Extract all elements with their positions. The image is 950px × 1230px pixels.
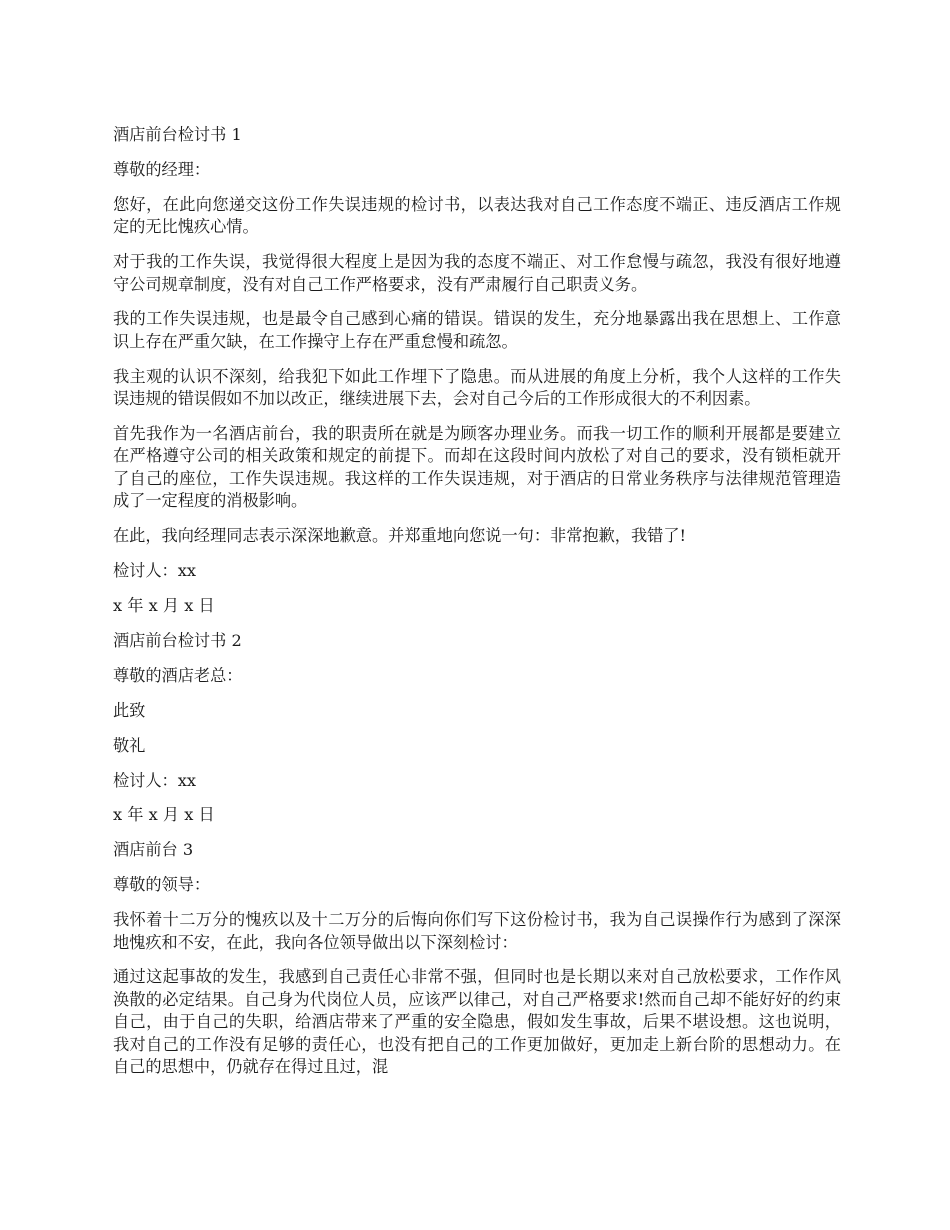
closing-line: 此致	[113, 700, 146, 720]
salutation-2: 尊敬的酒店老总：	[113, 665, 243, 685]
section-title-2: 酒店前台检讨书 2	[113, 630, 242, 650]
body-paragraph: 对于我的工作失误，我觉得很大程度上是因为我的态度不端正、对工作怠慢与疏忽，我没有很好地遵守公司规章制度，没有对自己工作严格要求，没有严肃履行自己职责义务。	[113, 252, 841, 294]
salutation-1: 尊敬的经理：	[113, 159, 211, 179]
body-paragraph: 首先我作为一名酒店前台，我的职责所在就是为顾客办理业务。而我一切工作的顺利开展都是要建立在严格遵守公司的相关政策和规定的前提下。而却在这段时间内放松了对自己的要求，没有锁柜就开了自己的座位，工作失误违规。我这样的工作失误违规，对于酒店的日常业务秩序与法律规范管理造成了一定程度的消极影响。	[113, 424, 841, 511]
closing-line: 敬礼	[113, 735, 146, 755]
body-paragraph: 您好，在此向您递交这份工作失误违规的检讨书，以表达我对自己工作态度不端正、违反酒店工作规定的无比愧疚心情。	[113, 194, 841, 237]
salutation-3: 尊敬的领导：	[113, 875, 211, 895]
date-line: x 年 x 月 x 日	[113, 805, 215, 825]
signature-line: 检讨人：xx	[113, 561, 197, 581]
body-paragraph: 我的工作失误违规，也是最令自己感到心痛的错误。错误的发生，充分地暴露出我在思想上、工作意识上存在严重欠缺，在工作操守上存在严重怠慢和疏忽。	[113, 309, 841, 351]
body-paragraph: 我怀着十二万分的愧疚以及十二万分的后悔向你们写下这份检讨书，我为自己误操作行为感到了深深地愧疚和不安，在此，我向各位领导做出以下深刻检讨：	[113, 910, 841, 952]
date-line: x 年 x 月 x 日	[113, 596, 215, 615]
document-page	[113, 124, 841, 1124]
body-paragraph: 我主观的认识不深刻，给我犯下如此工作埋下了隐患。而从进展的角度上分析，我个人这样的工作失误违规的错误假如不加以改正，继续进展下去，会对自己今后的工作形成很大的不利因素。	[113, 366, 841, 409]
section-title-1: 酒店前台检讨书 1	[113, 125, 242, 144]
section-title-3: 酒店前台 3	[113, 840, 194, 860]
signature-line: 检讨人：xx	[113, 770, 197, 790]
body-paragraph: 通过这起事故的发生，我感到自己责任心非常不强，但同时也是长期以来对自己放松要求，工作作风涣散的必定结果。自己身为代岗位人员，应该严以律己，对自己严格要求!然而自己却不能好好的约束自己，由于自己的失职，给酒店带来了严重的安全隐患，假如发生事故，后果不堪设想。这也说明，我对自己的工作没有足够的责任心，也没有把自己的工作更加做好，更加走上新台阶的思想动力。在自己的思想中，仍就存在得过且过，混	[113, 967, 841, 1077]
body-paragraph: 在此，我向经理同志表示深深地歉意。并郑重地向您说一句：非常抱歉，我错了!	[113, 526, 687, 546]
